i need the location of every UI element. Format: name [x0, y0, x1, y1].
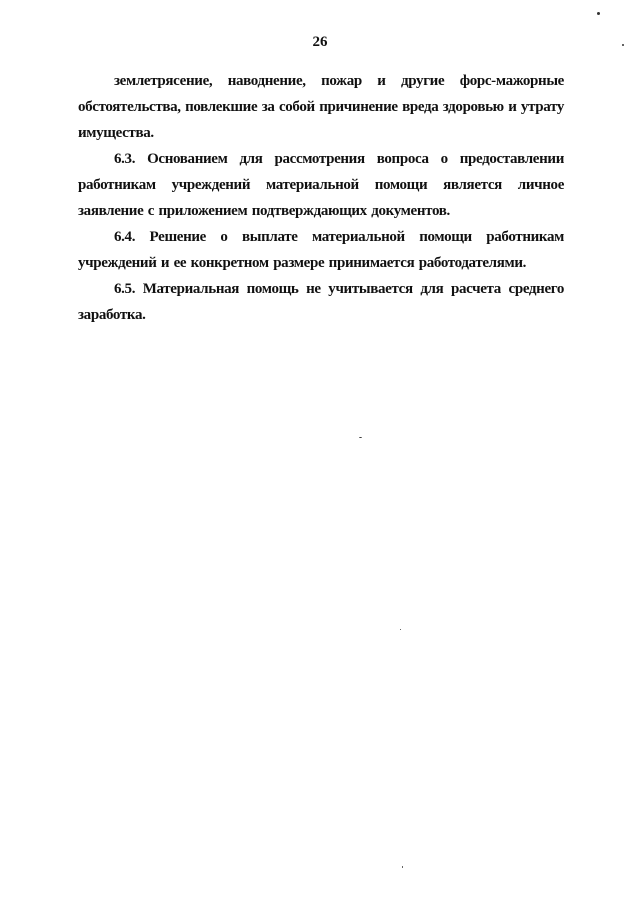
scan-speck: [359, 437, 362, 438]
scan-speck: [597, 12, 600, 15]
page-number: 26: [312, 34, 328, 50]
document-body: [78, 68, 564, 328]
paragraph-6-5: 6.5. Материальная помощь не учитывается для расчета среднего заработка.: [78, 281, 564, 323]
paragraph-continuation: землетрясение, наводнение, пожар и другие форс-мажорные обстоятельства, повлекшие за собой причинение вреда здоровью и утрату имущества.: [78, 73, 564, 141]
paragraph-6-4: 6.4. Решение о выплате материальной помощи работникам учреждений и ее конкретном размере принимается работодателями.: [78, 229, 564, 271]
paragraph-6-3: 6.3. Основанием для рассмотрения вопроса о предоставлении работникам учреждений материальной помощи является личное заявление с приложением подтверждающих документов.: [78, 151, 564, 219]
scan-speck: [622, 44, 624, 46]
scan-speck: [402, 866, 403, 868]
scan-speck: [400, 629, 401, 630]
